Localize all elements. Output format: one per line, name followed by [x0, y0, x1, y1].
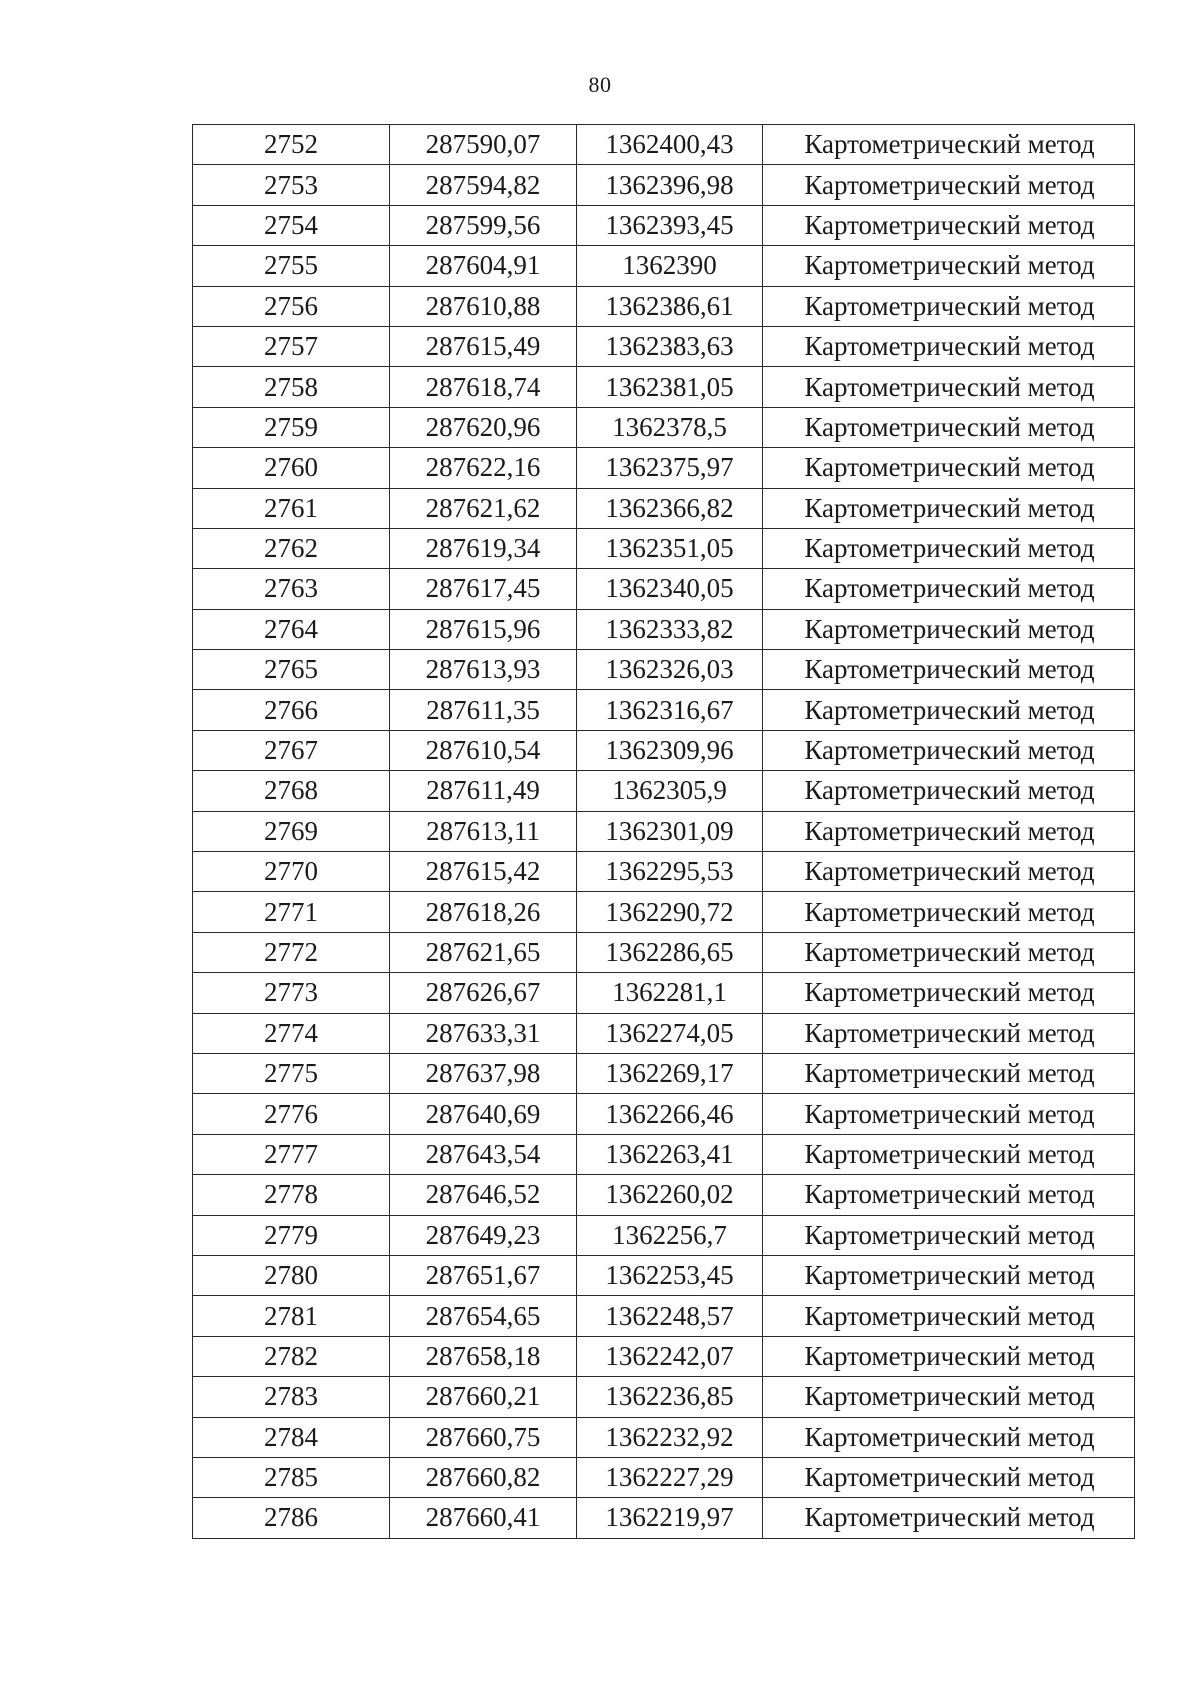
page-number: 80 — [588, 72, 612, 97]
y-coordinate-cell: 1362366,82 — [577, 488, 763, 528]
y-coordinate-cell: 1362286,65 — [577, 932, 763, 972]
point-number-cell: 2763 — [193, 569, 390, 609]
point-number-cell: 2765 — [193, 650, 390, 690]
x-coordinate-cell: 287654,65 — [390, 1296, 577, 1336]
point-number-cell: 2773 — [193, 973, 390, 1013]
y-coordinate-cell: 1362375,97 — [577, 448, 763, 488]
method-cell: Картометрический метод — [763, 1255, 1135, 1295]
x-coordinate-cell: 287660,41 — [390, 1498, 577, 1538]
method-cell: Картометрический метод — [763, 932, 1135, 972]
y-coordinate-cell: 1362260,02 — [577, 1175, 763, 1215]
y-coordinate-cell: 1362256,7 — [577, 1215, 763, 1255]
x-coordinate-cell: 287619,34 — [390, 528, 577, 568]
point-number-cell: 2752 — [193, 125, 390, 165]
x-coordinate-cell: 287613,93 — [390, 650, 577, 690]
y-coordinate-cell: 1362295,53 — [577, 852, 763, 892]
method-cell: Картометрический метод — [763, 407, 1135, 447]
x-coordinate-cell: 287590,07 — [390, 125, 577, 165]
table-row — [193, 771, 1135, 811]
table-row — [193, 1336, 1135, 1376]
method-cell: Картометрический метод — [763, 1175, 1135, 1215]
table-row — [193, 650, 1135, 690]
table-row — [193, 488, 1135, 528]
y-coordinate-cell: 1362248,57 — [577, 1296, 763, 1336]
table-row — [193, 165, 1135, 205]
table-row — [193, 286, 1135, 326]
x-coordinate-cell: 287621,65 — [390, 932, 577, 972]
point-number-cell: 2782 — [193, 1336, 390, 1376]
x-coordinate-cell: 287643,54 — [390, 1134, 577, 1174]
y-coordinate-cell: 1362232,92 — [577, 1417, 763, 1457]
y-coordinate-cell: 1362381,05 — [577, 367, 763, 407]
x-coordinate-cell: 287649,23 — [390, 1215, 577, 1255]
table-row — [193, 1498, 1135, 1538]
table-row — [193, 852, 1135, 892]
x-coordinate-cell: 287610,88 — [390, 286, 577, 326]
table-row — [193, 1296, 1135, 1336]
method-cell: Картометрический метод — [763, 852, 1135, 892]
point-number-cell: 2758 — [193, 367, 390, 407]
x-coordinate-cell: 287646,52 — [390, 1175, 577, 1215]
method-cell: Картометрический метод — [763, 650, 1135, 690]
x-coordinate-cell: 287626,67 — [390, 973, 577, 1013]
table-row — [193, 811, 1135, 851]
y-coordinate-cell: 1362316,67 — [577, 690, 763, 730]
x-coordinate-cell: 287651,67 — [390, 1255, 577, 1295]
x-coordinate-cell: 287604,91 — [390, 246, 577, 286]
table-row — [193, 1457, 1135, 1497]
y-coordinate-cell: 1362390 — [577, 246, 763, 286]
table-row — [193, 973, 1135, 1013]
y-coordinate-cell: 1362227,29 — [577, 1457, 763, 1497]
method-cell: Картометрический метод — [763, 690, 1135, 730]
y-coordinate-cell: 1362351,05 — [577, 528, 763, 568]
method-cell: Картометрический метод — [763, 973, 1135, 1013]
point-number-cell: 2776 — [193, 1094, 390, 1134]
table-row — [193, 1053, 1135, 1093]
y-coordinate-cell: 1362219,97 — [577, 1498, 763, 1538]
table-row — [193, 1215, 1135, 1255]
method-cell: Картометрический метод — [763, 1377, 1135, 1417]
y-coordinate-cell: 1362383,63 — [577, 326, 763, 366]
table-row — [193, 1255, 1135, 1295]
method-cell: Картометрический метод — [763, 609, 1135, 649]
point-number-cell: 2783 — [193, 1377, 390, 1417]
point-number-cell: 2762 — [193, 528, 390, 568]
x-coordinate-cell: 287610,54 — [390, 730, 577, 770]
y-coordinate-cell: 1362396,98 — [577, 165, 763, 205]
point-number-cell: 2756 — [193, 286, 390, 326]
point-number-cell: 2766 — [193, 690, 390, 730]
y-coordinate-cell: 1362326,03 — [577, 650, 763, 690]
x-coordinate-cell: 287615,49 — [390, 326, 577, 366]
y-coordinate-cell: 1362305,9 — [577, 771, 763, 811]
table-row — [193, 326, 1135, 366]
point-number-cell: 2780 — [193, 1255, 390, 1295]
method-cell: Картометрический метод — [763, 528, 1135, 568]
x-coordinate-cell: 287599,56 — [390, 205, 577, 245]
y-coordinate-cell: 1362281,1 — [577, 973, 763, 1013]
point-number-cell: 2769 — [193, 811, 390, 851]
point-number-cell: 2764 — [193, 609, 390, 649]
y-coordinate-cell: 1362269,17 — [577, 1053, 763, 1093]
method-cell: Картометрический метод — [763, 367, 1135, 407]
table-row — [193, 1013, 1135, 1053]
x-coordinate-cell: 287633,31 — [390, 1013, 577, 1053]
method-cell: Картометрический метод — [763, 1457, 1135, 1497]
point-number-cell: 2781 — [193, 1296, 390, 1336]
table-row — [193, 125, 1135, 165]
method-cell: Картометрический метод — [763, 1336, 1135, 1376]
coordinates-table — [192, 124, 1135, 1539]
table-row — [193, 730, 1135, 770]
table-row — [193, 1134, 1135, 1174]
y-coordinate-cell: 1362333,82 — [577, 609, 763, 649]
x-coordinate-cell: 287660,75 — [390, 1417, 577, 1457]
point-number-cell: 2774 — [193, 1013, 390, 1053]
y-coordinate-cell: 1362274,05 — [577, 1013, 763, 1053]
point-number-cell: 2777 — [193, 1134, 390, 1174]
x-coordinate-cell: 287621,62 — [390, 488, 577, 528]
method-cell: Картометрический метод — [763, 125, 1135, 165]
x-coordinate-cell: 287617,45 — [390, 569, 577, 609]
method-cell: Картометрический метод — [763, 1134, 1135, 1174]
x-coordinate-cell: 287620,96 — [390, 407, 577, 447]
x-coordinate-cell: 287618,74 — [390, 367, 577, 407]
table-row — [193, 609, 1135, 649]
point-number-cell: 2770 — [193, 852, 390, 892]
x-coordinate-cell: 287622,16 — [390, 448, 577, 488]
y-coordinate-cell: 1362236,85 — [577, 1377, 763, 1417]
method-cell: Картометрический метод — [763, 730, 1135, 770]
x-coordinate-cell: 287615,42 — [390, 852, 577, 892]
y-coordinate-cell: 1362301,09 — [577, 811, 763, 851]
table-row — [193, 246, 1135, 286]
table-row — [193, 892, 1135, 932]
y-coordinate-cell: 1362393,45 — [577, 205, 763, 245]
table-row — [193, 367, 1135, 407]
point-number-cell: 2775 — [193, 1053, 390, 1093]
y-coordinate-cell: 1362253,45 — [577, 1255, 763, 1295]
point-number-cell: 2757 — [193, 326, 390, 366]
point-number-cell: 2755 — [193, 246, 390, 286]
x-coordinate-cell: 287660,82 — [390, 1457, 577, 1497]
method-cell: Картометрический метод — [763, 1296, 1135, 1336]
x-coordinate-cell: 287640,69 — [390, 1094, 577, 1134]
x-coordinate-cell: 287615,96 — [390, 609, 577, 649]
point-number-cell: 2779 — [193, 1215, 390, 1255]
table-row — [193, 569, 1135, 609]
method-cell: Картометрический метод — [763, 448, 1135, 488]
table-row — [193, 690, 1135, 730]
y-coordinate-cell: 1362242,07 — [577, 1336, 763, 1376]
table-row — [193, 407, 1135, 447]
y-coordinate-cell: 1362386,61 — [577, 286, 763, 326]
method-cell: Картометрический метод — [763, 1498, 1135, 1538]
table-row — [193, 528, 1135, 568]
x-coordinate-cell: 287618,26 — [390, 892, 577, 932]
method-cell: Картометрический метод — [763, 205, 1135, 245]
x-coordinate-cell: 287611,49 — [390, 771, 577, 811]
table-row — [193, 1417, 1135, 1457]
x-coordinate-cell: 287611,35 — [390, 690, 577, 730]
method-cell: Картометрический метод — [763, 1094, 1135, 1134]
y-coordinate-cell: 1362378,5 — [577, 407, 763, 447]
table-row — [193, 448, 1135, 488]
point-number-cell: 2761 — [193, 488, 390, 528]
y-coordinate-cell: 1362290,72 — [577, 892, 763, 932]
y-coordinate-cell: 1362263,41 — [577, 1134, 763, 1174]
method-cell: Картометрический метод — [763, 811, 1135, 851]
method-cell: Картометрический метод — [763, 1053, 1135, 1093]
point-number-cell: 2760 — [193, 448, 390, 488]
method-cell: Картометрический метод — [763, 771, 1135, 811]
x-coordinate-cell: 287637,98 — [390, 1053, 577, 1093]
y-coordinate-cell: 1362400,43 — [577, 125, 763, 165]
point-number-cell: 2767 — [193, 730, 390, 770]
point-number-cell: 2753 — [193, 165, 390, 205]
table-row — [193, 1175, 1135, 1215]
method-cell: Картометрический метод — [763, 488, 1135, 528]
point-number-cell: 2778 — [193, 1175, 390, 1215]
method-cell: Картометрический метод — [763, 1013, 1135, 1053]
table-row — [193, 1094, 1135, 1134]
table-row — [193, 1377, 1135, 1417]
method-cell: Картометрический метод — [763, 1417, 1135, 1457]
x-coordinate-cell: 287660,21 — [390, 1377, 577, 1417]
point-number-cell: 2754 — [193, 205, 390, 245]
x-coordinate-cell: 287658,18 — [390, 1336, 577, 1376]
point-number-cell: 2786 — [193, 1498, 390, 1538]
point-number-cell: 2759 — [193, 407, 390, 447]
point-number-cell: 2784 — [193, 1417, 390, 1457]
point-number-cell: 2771 — [193, 892, 390, 932]
method-cell: Картометрический метод — [763, 1215, 1135, 1255]
method-cell: Картометрический метод — [763, 246, 1135, 286]
method-cell: Картометрический метод — [763, 165, 1135, 205]
point-number-cell: 2785 — [193, 1457, 390, 1497]
method-cell: Картометрический метод — [763, 326, 1135, 366]
table-row — [193, 932, 1135, 972]
x-coordinate-cell: 287613,11 — [390, 811, 577, 851]
method-cell: Картометрический метод — [763, 569, 1135, 609]
y-coordinate-cell: 1362266,46 — [577, 1094, 763, 1134]
point-number-cell: 2772 — [193, 932, 390, 972]
method-cell: Картометрический метод — [763, 286, 1135, 326]
y-coordinate-cell: 1362309,96 — [577, 730, 763, 770]
point-number-cell: 2768 — [193, 771, 390, 811]
y-coordinate-cell: 1362340,05 — [577, 569, 763, 609]
table-row — [193, 205, 1135, 245]
x-coordinate-cell: 287594,82 — [390, 165, 577, 205]
coordinates-table-body — [193, 125, 1135, 1539]
method-cell: Картометрический метод — [763, 892, 1135, 932]
